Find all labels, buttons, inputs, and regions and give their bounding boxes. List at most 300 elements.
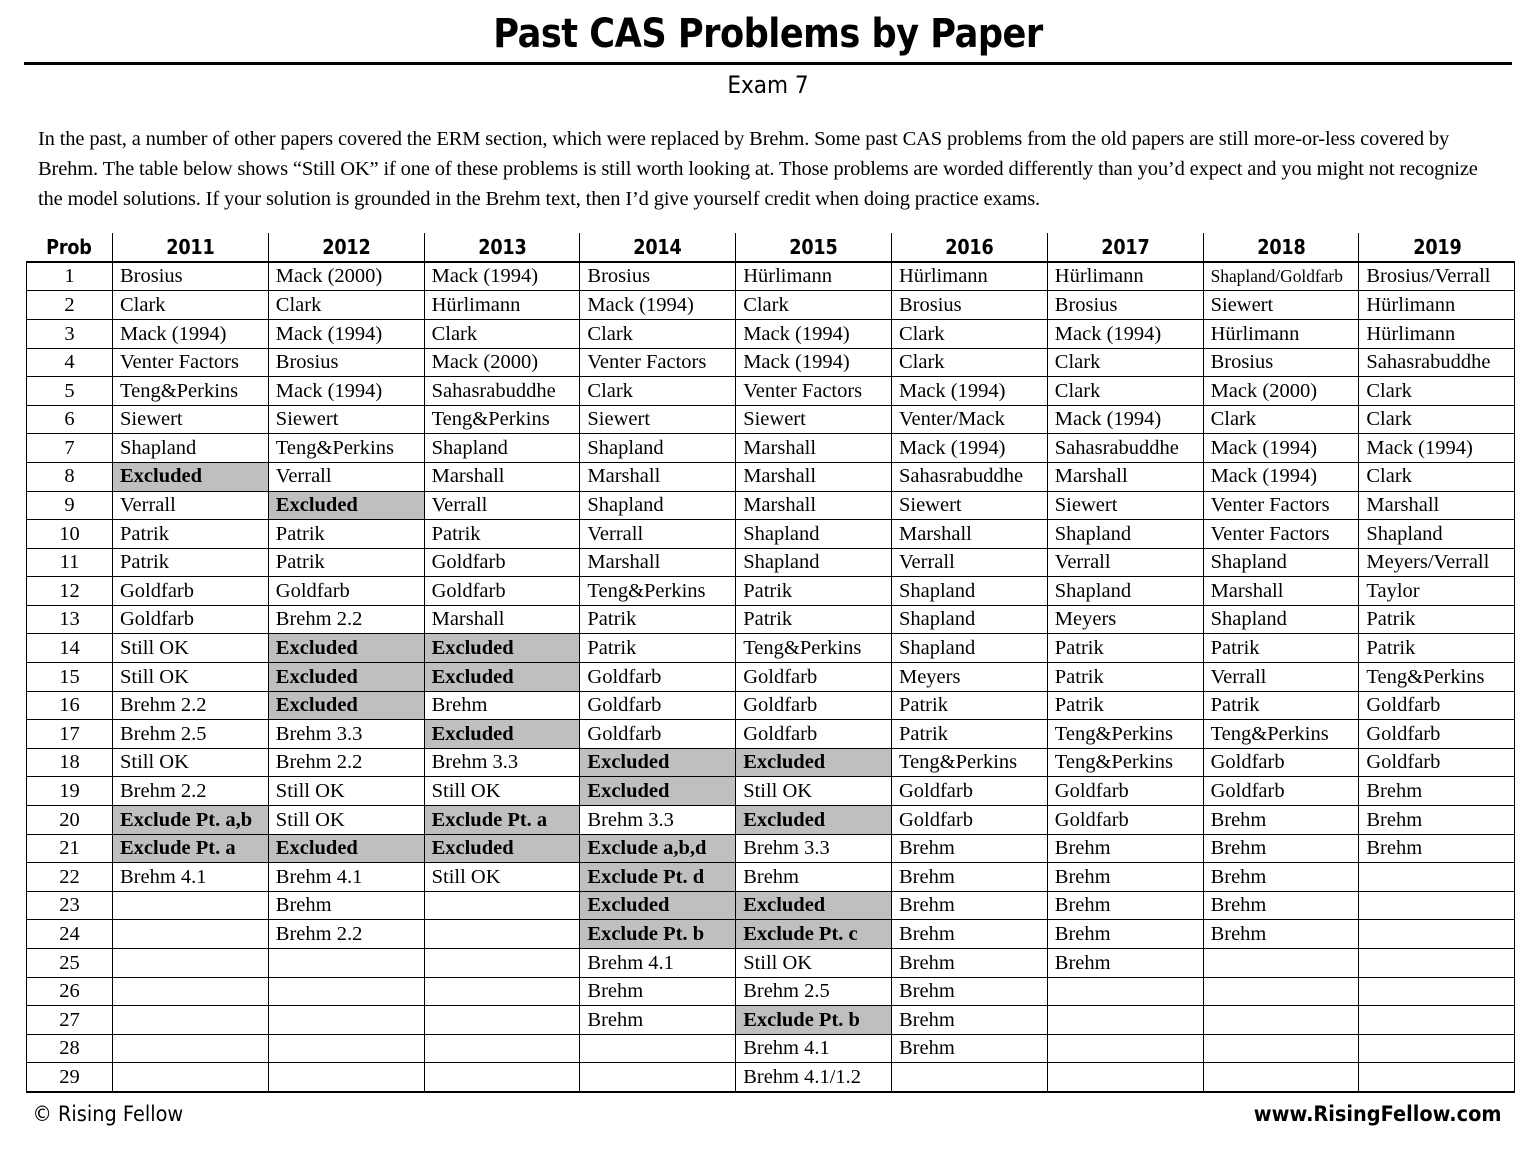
paper-cell: Shapland	[1047, 520, 1203, 549]
table-row	[27, 491, 1515, 520]
excluded-cell: Excluded	[113, 462, 269, 491]
problem-number-cell: 26	[27, 977, 113, 1006]
paper-cell: Hürlimann	[1203, 319, 1359, 348]
paper-cell: Mack (1994)	[1203, 462, 1359, 491]
paper-cell: Siewert	[580, 405, 736, 434]
paper-cell: Hürlimann	[1359, 291, 1515, 320]
paper-cell: Goldfarb	[580, 691, 736, 720]
paper-cell: Marshall	[1359, 491, 1515, 520]
paper-cell	[1359, 1006, 1515, 1035]
paper-cell: Marshall	[580, 462, 736, 491]
paper-cell	[268, 949, 424, 978]
paper-cell	[1047, 1006, 1203, 1035]
paper-cell	[113, 1034, 269, 1063]
problem-number-cell: 5	[27, 377, 113, 406]
paper-cell: Brosius/Verrall	[1359, 262, 1515, 291]
paper-cell	[424, 977, 580, 1006]
paper-cell: Mack (1994)	[580, 291, 736, 320]
paper-cell: Shapland	[1203, 548, 1359, 577]
paper-cell: Goldfarb	[268, 577, 424, 606]
excluded-cell: Exclude Pt. c	[736, 920, 892, 949]
problem-number-cell: 15	[27, 663, 113, 692]
paper-cell	[424, 1006, 580, 1035]
table-row	[27, 348, 1515, 377]
problem-number-cell: 7	[27, 434, 113, 463]
table-row	[27, 748, 1515, 777]
paper-cell: Siewert	[113, 405, 269, 434]
column-header-2018	[1203, 233, 1359, 262]
excluded-cell: Exclude a,b,d	[580, 834, 736, 863]
table-header-row	[27, 233, 1515, 262]
paper-cell: Meyers	[1047, 605, 1203, 634]
column-header-2012	[268, 233, 424, 262]
paper-cell: Marshall	[1203, 577, 1359, 606]
paper-cell: Goldfarb	[580, 720, 736, 749]
paper-cell: Still OK	[268, 777, 424, 806]
paper-cell	[1359, 977, 1515, 1006]
paper-cell: Meyers/Verrall	[1359, 548, 1515, 577]
paper-cell: Brehm	[1203, 920, 1359, 949]
paper-cell: Marshall	[424, 605, 580, 634]
paper-cell: Brehm 3.3	[268, 720, 424, 749]
paper-cell: Siewert	[891, 491, 1047, 520]
paper-cell: Verrall	[580, 520, 736, 549]
problem-number-cell: 27	[27, 1006, 113, 1035]
paper-cell	[268, 977, 424, 1006]
paper-cell: Shapland	[736, 520, 892, 549]
page-title: Past CAS Problems by Paper	[493, 11, 1043, 57]
problem-number-cell: 29	[27, 1063, 113, 1092]
table-row	[27, 548, 1515, 577]
paper-cell: Patrik	[736, 605, 892, 634]
paper-cell: Brehm	[891, 949, 1047, 978]
paper-cell: Mack (2000)	[424, 348, 580, 377]
column-header-label: 2019	[1412, 234, 1462, 259]
excluded-cell: Excluded	[424, 834, 580, 863]
paper-cell: Clark	[1359, 405, 1515, 434]
paper-cell: Brehm	[1047, 891, 1203, 920]
table-row	[27, 834, 1515, 863]
table-row	[27, 577, 1515, 606]
paper-cell: Brehm 2.2	[113, 777, 269, 806]
paper-cell: Clark	[1047, 348, 1203, 377]
paper-cell: Still OK	[736, 777, 892, 806]
paper-cell: Sahasrabuddhe	[1359, 348, 1515, 377]
paper-cell	[1359, 949, 1515, 978]
paper-cell	[580, 1034, 736, 1063]
column-header-prob	[27, 233, 113, 262]
paper-cell: Patrik	[113, 548, 269, 577]
paper-cell: Shapland	[113, 434, 269, 463]
paper-cell	[1203, 1006, 1359, 1035]
column-header-label: 2017	[1101, 234, 1150, 259]
table-row	[27, 806, 1515, 835]
paper-cell: Verrall	[891, 548, 1047, 577]
column-header-2014	[580, 233, 736, 262]
paper-cell: Shapland/Goldfarb	[1203, 262, 1359, 291]
paper-cell: Still OK	[113, 663, 269, 692]
table-row	[27, 605, 1515, 634]
paper-cell	[268, 1063, 424, 1092]
paper-cell: Mack (2000)	[268, 262, 424, 291]
column-header-label: 2015	[789, 234, 838, 259]
paper-cell: Brehm	[268, 891, 424, 920]
paper-cell: Teng&Perkins	[1203, 720, 1359, 749]
problem-number-cell: 13	[27, 605, 113, 634]
paper-cell: Brehm 4.1	[736, 1034, 892, 1063]
paper-cell	[1047, 1063, 1203, 1092]
table-header	[27, 233, 1515, 262]
paper-cell: Teng&Perkins	[580, 577, 736, 606]
paper-cell: Brehm 2.2	[268, 748, 424, 777]
paper-cell: Sahasrabuddhe	[424, 377, 580, 406]
footer-divider	[26, 1091, 1512, 1093]
paper-cell: Siewert	[1203, 291, 1359, 320]
table-row	[27, 634, 1515, 663]
paper-cell: Patrik	[1047, 663, 1203, 692]
paper-cell	[113, 977, 269, 1006]
paper-cell	[1203, 949, 1359, 978]
paper-cell: Brosius	[113, 262, 269, 291]
paper-cell: Venter/Mack	[891, 405, 1047, 434]
problem-number-cell: 18	[27, 748, 113, 777]
paper-cell: Goldfarb	[113, 605, 269, 634]
column-header-2019	[1359, 233, 1515, 262]
excluded-cell: Exclude Pt. b	[580, 920, 736, 949]
excluded-cell: Excluded	[268, 663, 424, 692]
paper-cell: Patrik	[113, 520, 269, 549]
paper-cell: Marshall	[891, 520, 1047, 549]
paper-cell: Meyers	[891, 663, 1047, 692]
paper-cell: Shapland	[891, 634, 1047, 663]
paper-cell: Verrall	[1047, 548, 1203, 577]
paper-cell	[1359, 863, 1515, 892]
paper-cell: Goldfarb	[736, 720, 892, 749]
paper-cell: Brehm 4.1	[580, 949, 736, 978]
paper-cell: Brosius	[268, 348, 424, 377]
paper-cell: Shapland	[580, 434, 736, 463]
excluded-cell: Excluded	[268, 834, 424, 863]
paper-cell: Brehm	[1047, 834, 1203, 863]
column-header-label: 2016	[945, 234, 994, 259]
paper-cell: Brehm	[1203, 863, 1359, 892]
paper-cell	[1359, 1034, 1515, 1063]
paper-cell: Brosius	[580, 262, 736, 291]
paper-cell: Goldfarb	[424, 548, 580, 577]
problem-number-cell: 1	[27, 262, 113, 291]
paper-cell: Goldfarb	[736, 691, 892, 720]
paper-cell: Brehm	[1047, 863, 1203, 892]
paper-cell: Clark	[891, 348, 1047, 377]
problem-number-cell: 19	[27, 777, 113, 806]
paper-cell	[1359, 1063, 1515, 1092]
paper-cell: Brosius	[891, 291, 1047, 320]
paper-cell: Clark	[1047, 377, 1203, 406]
excluded-cell: Exclude Pt. d	[580, 863, 736, 892]
paper-cell: Clark	[113, 291, 269, 320]
paper-cell: Goldfarb	[580, 663, 736, 692]
excluded-cell: Excluded	[736, 891, 892, 920]
paper-cell: Goldfarb	[1203, 777, 1359, 806]
paper-cell: Mack (1994)	[736, 319, 892, 348]
paper-cell: Brehm 3.3	[736, 834, 892, 863]
paper-cell: Brehm	[1047, 920, 1203, 949]
paper-cell: Goldfarb	[424, 577, 580, 606]
paper-cell: Goldfarb	[1359, 720, 1515, 749]
paper-cell: Still OK	[736, 949, 892, 978]
excluded-cell: Excluded	[268, 691, 424, 720]
column-header-label: 2011	[166, 234, 215, 259]
paper-cell	[424, 1063, 580, 1092]
column-header-label: 2013	[477, 234, 527, 259]
paper-cell: Patrik	[1047, 634, 1203, 663]
problem-number-cell: 10	[27, 520, 113, 549]
paper-cell: Teng&Perkins	[1047, 748, 1203, 777]
paper-cell: Still OK	[113, 634, 269, 663]
table-row	[27, 920, 1515, 949]
column-header-2011	[113, 233, 269, 262]
paper-cell: Marshall	[424, 462, 580, 491]
paper-cell: Clark	[580, 319, 736, 348]
website-link[interactable]: www.RisingFellow.com	[1253, 1102, 1502, 1126]
paper-cell: Teng&Perkins	[1047, 720, 1203, 749]
paper-cell	[1047, 977, 1203, 1006]
table-row	[27, 405, 1515, 434]
table-row	[27, 434, 1515, 463]
excluded-cell: Excluded	[736, 748, 892, 777]
paper-cell: Teng&Perkins	[268, 434, 424, 463]
problem-number-cell: 24	[27, 920, 113, 949]
paper-cell: Clark	[736, 291, 892, 320]
table-row	[27, 977, 1515, 1006]
paper-cell: Hürlimann	[1047, 262, 1203, 291]
paper-cell: Brehm 3.3	[580, 806, 736, 835]
paper-cell: Sahasrabuddhe	[891, 462, 1047, 491]
paper-cell: Brehm 3.3	[424, 748, 580, 777]
paper-cell: Mack (1994)	[736, 348, 892, 377]
table-row	[27, 319, 1515, 348]
paper-cell: Brosius	[1203, 348, 1359, 377]
paper-cell: Still OK	[268, 806, 424, 835]
paper-cell: Clark	[1359, 462, 1515, 491]
paper-cell: Siewert	[268, 405, 424, 434]
footer-row	[26, 1102, 1512, 1126]
table-row	[27, 262, 1515, 291]
paper-cell: Patrik	[1203, 634, 1359, 663]
past-cas-problems-table	[26, 233, 1515, 1093]
intro-paragraph: In the past, a number of other papers covered the ERM section, which were replaced by Brehm. Some past CAS problems from the old papers are still more-or-less covered by Brehm. The table below shows “Still OK” if one of these problems is still worth looking at. Those problems are worded differently than you’d expect and you might not recognize the model solutions. If your solution is grounded in the Brehm text, then I’d give yourself credit when doing practice exams.	[38, 128, 1478, 210]
paper-cell: Marshall	[580, 548, 736, 577]
paper-cell: Shapland	[1359, 520, 1515, 549]
paper-cell: Venter Factors	[580, 348, 736, 377]
paper-cell: Brehm	[1047, 949, 1203, 978]
paper-cell: Patrik	[736, 577, 892, 606]
paper-cell: Goldfarb	[891, 777, 1047, 806]
paper-cell: Patrik	[1359, 605, 1515, 634]
paper-cell: Patrik	[1203, 691, 1359, 720]
paper-cell: Patrik	[268, 520, 424, 549]
paper-cell: Mack (1994)	[1203, 434, 1359, 463]
table-row	[27, 949, 1515, 978]
paper-cell	[268, 1006, 424, 1035]
paper-cell	[580, 1063, 736, 1092]
paper-cell	[113, 920, 269, 949]
paper-cell: Teng&Perkins	[891, 748, 1047, 777]
table-row	[27, 377, 1515, 406]
table-row	[27, 1063, 1515, 1092]
problem-number-cell: 14	[27, 634, 113, 663]
paper-cell: Marshall	[1047, 462, 1203, 491]
paper-cell: Goldfarb	[1047, 777, 1203, 806]
paper-cell: Brosius	[1047, 291, 1203, 320]
paper-cell: Brehm	[1359, 777, 1515, 806]
paper-cell: Goldfarb	[1203, 748, 1359, 777]
paper-cell: Patrik	[580, 634, 736, 663]
paper-cell	[113, 891, 269, 920]
paper-cell	[1047, 1034, 1203, 1063]
excluded-cell: Exclude Pt. a,b	[113, 806, 269, 835]
paper-cell: Hürlimann	[891, 262, 1047, 291]
table-row	[27, 1034, 1515, 1063]
table-body	[27, 262, 1515, 1092]
problem-number-cell: 28	[27, 1034, 113, 1063]
paper-cell: Siewert	[736, 405, 892, 434]
paper-cell: Patrik	[424, 520, 580, 549]
paper-cell: Brehm	[1203, 834, 1359, 863]
paper-cell: Brehm	[580, 1006, 736, 1035]
paper-cell	[1203, 1063, 1359, 1092]
table-row	[27, 720, 1515, 749]
paper-cell: Teng&Perkins	[424, 405, 580, 434]
paper-cell: Shapland	[1203, 605, 1359, 634]
problem-number-cell: 25	[27, 949, 113, 978]
paper-cell: Mack (1994)	[268, 319, 424, 348]
excluded-cell: Excluded	[424, 663, 580, 692]
paper-cell: Clark	[1359, 377, 1515, 406]
paper-cell: Clark	[580, 377, 736, 406]
paper-cell: Venter Factors	[1203, 491, 1359, 520]
paper-cell: Shapland	[580, 491, 736, 520]
column-header-label: 2014	[633, 234, 682, 259]
problem-number-cell: 6	[27, 405, 113, 434]
paper-cell: Patrik	[580, 605, 736, 634]
problem-number-cell: 22	[27, 863, 113, 892]
paper-cell: Still OK	[424, 777, 580, 806]
excluded-cell: Excluded	[424, 720, 580, 749]
paper-cell: Brehm	[891, 977, 1047, 1006]
column-header-label: 2018	[1256, 234, 1306, 259]
excluded-cell: Excluded	[424, 634, 580, 663]
table-row	[27, 520, 1515, 549]
paper-cell	[1359, 920, 1515, 949]
paper-cell	[424, 1034, 580, 1063]
paper-cell: Hürlimann	[736, 262, 892, 291]
problem-number-cell: 2	[27, 291, 113, 320]
paper-cell	[891, 1063, 1047, 1092]
paper-cell	[113, 1063, 269, 1092]
paper-cell: Mack (1994)	[891, 377, 1047, 406]
paper-cell: Teng&Perkins	[1359, 663, 1515, 692]
table-row	[27, 1006, 1515, 1035]
excluded-cell: Excluded	[580, 891, 736, 920]
copyright-text: © Rising Fellow	[32, 1102, 184, 1126]
paper-cell: Brehm 2.2	[268, 920, 424, 949]
paper-cell: Clark	[1203, 405, 1359, 434]
paper-cell: Brehm 2.5	[113, 720, 269, 749]
paper-cell	[113, 1006, 269, 1035]
paper-cell: Mack (1994)	[1047, 405, 1203, 434]
excluded-cell: Excluded	[268, 634, 424, 663]
paper-cell: Sahasrabuddhe	[1047, 434, 1203, 463]
paper-cell	[1359, 891, 1515, 920]
paper-cell: Goldfarb	[1359, 748, 1515, 777]
paper-cell	[424, 949, 580, 978]
paper-cell	[1203, 1034, 1359, 1063]
paper-cell: Shapland	[1047, 577, 1203, 606]
column-header-2013	[424, 233, 580, 262]
paper-cell: Marshall	[736, 462, 892, 491]
paper-cell: Venter Factors	[736, 377, 892, 406]
excluded-cell: Exclude Pt. b	[736, 1006, 892, 1035]
excluded-cell: Exclude Pt. a	[424, 806, 580, 835]
excluded-cell: Excluded	[580, 777, 736, 806]
paper-cell: Brehm	[891, 863, 1047, 892]
paper-cell	[424, 891, 580, 920]
table-row	[27, 291, 1515, 320]
paper-cell	[113, 949, 269, 978]
paper-cell: Goldfarb	[736, 663, 892, 692]
paper-cell: Mack (2000)	[1203, 377, 1359, 406]
paper-cell: Brehm 2.2	[268, 605, 424, 634]
paper-cell: Still OK	[424, 863, 580, 892]
paper-cell: Mack (1994)	[424, 262, 580, 291]
problem-number-cell: 11	[27, 548, 113, 577]
paper-cell: Shapland	[891, 605, 1047, 634]
problem-number-cell: 20	[27, 806, 113, 835]
paper-cell: Brehm 4.1	[113, 863, 269, 892]
paper-cell	[424, 920, 580, 949]
paper-cell: Brehm	[891, 1034, 1047, 1063]
paper-cell: Verrall	[1203, 663, 1359, 692]
paper-cell: Brehm	[580, 977, 736, 1006]
paper-cell: Brehm 4.1	[268, 863, 424, 892]
paper-cell: Verrall	[424, 491, 580, 520]
paper-cell: Marshall	[736, 491, 892, 520]
problem-number-cell: 17	[27, 720, 113, 749]
paper-cell: Brehm	[891, 834, 1047, 863]
paper-cell: Patrik	[891, 720, 1047, 749]
paper-cell: Venter Factors	[1203, 520, 1359, 549]
paper-cell: Goldfarb	[113, 577, 269, 606]
paper-cell: Brehm	[891, 891, 1047, 920]
paper-cell: Mack (1994)	[113, 319, 269, 348]
column-header-label: 2012	[322, 234, 371, 259]
paper-cell	[268, 1034, 424, 1063]
column-header-label: Prob	[46, 234, 93, 259]
problems-table-container	[26, 233, 1514, 1093]
paper-cell: Brehm 2.5	[736, 977, 892, 1006]
paper-cell: Shapland	[891, 577, 1047, 606]
paper-cell: Goldfarb	[1047, 806, 1203, 835]
page-subtitle: Exam 7	[727, 71, 809, 99]
paper-cell: Clark	[424, 319, 580, 348]
table-row	[27, 462, 1515, 491]
paper-cell: Patrik	[1359, 634, 1515, 663]
paper-cell: Hürlimann	[424, 291, 580, 320]
problem-number-cell: 9	[27, 491, 113, 520]
paper-cell: Goldfarb	[891, 806, 1047, 835]
problem-number-cell: 21	[27, 834, 113, 863]
